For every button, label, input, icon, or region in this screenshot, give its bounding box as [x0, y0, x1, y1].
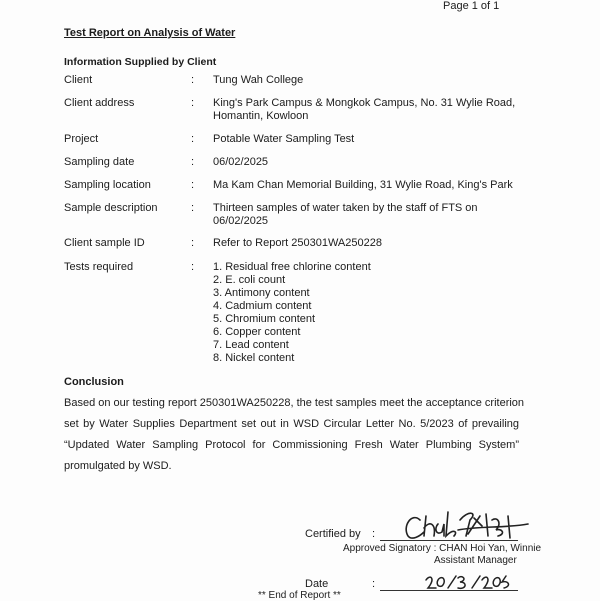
handwritten-signature: [398, 506, 548, 546]
list-item: 4. Cadmium content: [213, 300, 312, 312]
field-value: [213, 237, 543, 250]
list-item: 1. Residual free chlorine content: [213, 261, 371, 273]
field-value-line: 06/02/2025: [213, 215, 269, 227]
section-title: Information Supplied by Client: [64, 56, 217, 68]
field-label: Sampling date: [64, 156, 135, 168]
list-item: 3. Antimony content: [213, 287, 310, 299]
field-value-line: Potable Water Sampling Test: [213, 133, 355, 145]
page-number: Page 1 of 1: [443, 0, 500, 12]
field-value-line: 06/02/2025: [213, 156, 269, 168]
field-label: Client: [64, 74, 93, 86]
list-item: 8. Nickel content: [213, 352, 295, 364]
list-item: 6. Copper content: [213, 326, 301, 338]
field-label: Client address: [64, 97, 135, 109]
signatory-title: Assistant Manager: [434, 555, 517, 566]
date-label: Date: [305, 578, 329, 590]
field-colon: :: [191, 179, 195, 191]
field-colon: :: [191, 97, 195, 109]
field-colon: :: [191, 156, 195, 168]
list-item: 5. Chromium content: [213, 313, 316, 325]
conclusion-paragraph: [64, 393, 525, 477]
field-value-line: Refer to Report 250301WA250228: [213, 237, 382, 249]
field-colon: :: [191, 237, 195, 249]
conclusion-heading: Conclusion: [64, 376, 124, 388]
field-value: [213, 133, 543, 146]
field-value-line: Homantin, Kowloon: [213, 110, 309, 122]
field-value-line: Tung Wah College: [213, 74, 304, 86]
field-label: Project: [64, 133, 99, 145]
conclusion-line: “Updated Water Sampling Protocol for Commissioning Fresh Water Plumbing System”: [64, 439, 519, 451]
conclusion-line: promulgated by WSD.: [64, 460, 172, 472]
field-label: Sample description: [64, 202, 158, 214]
field-label: Sampling location: [64, 179, 151, 191]
field-value: [213, 74, 543, 87]
field-value: [213, 202, 543, 228]
date-colon: :: [372, 578, 376, 590]
field-value: [213, 97, 543, 123]
field-value: [213, 156, 543, 169]
field-value-line: Ma Kam Chan Memorial Building, 31 Wylie Road, King's Park: [213, 179, 513, 191]
signatory-name: Approved Signatory : CHAN Hoi Yan, Winnie: [343, 543, 542, 554]
report-title: Test Report on Analysis of Water: [64, 27, 236, 39]
field-colon: :: [191, 261, 195, 273]
field-value: [213, 179, 543, 192]
certified-by-label: Certified by: [305, 528, 361, 540]
certified-colon: :: [372, 528, 376, 540]
field-value-line: Thirteen samples of water taken by the staff of FTS on: [213, 202, 478, 214]
field-colon: :: [191, 74, 195, 86]
conclusion-line: Based on our testing report 250301WA250228, the test samples meet the acceptance criterion: [64, 397, 525, 409]
field-label: Tests required: [64, 261, 134, 273]
handwritten-date: [422, 572, 522, 594]
field-colon: :: [191, 133, 195, 145]
tests-list: [213, 261, 543, 365]
list-item: 7. Lead content: [213, 339, 289, 351]
field-colon: :: [191, 202, 195, 214]
field-label: Client sample ID: [64, 237, 145, 249]
field-value-line: King's Park Campus & Mongkok Campus, No. 31 Wylie Road,: [213, 97, 516, 109]
conclusion-line: set by Water Supplies Department set out in WSD Circular Letter No. 5/2023 of prevailing: [64, 418, 519, 430]
end-of-report: ** End of Report **: [258, 590, 341, 601]
list-item: 2. E. coli count: [213, 274, 286, 286]
